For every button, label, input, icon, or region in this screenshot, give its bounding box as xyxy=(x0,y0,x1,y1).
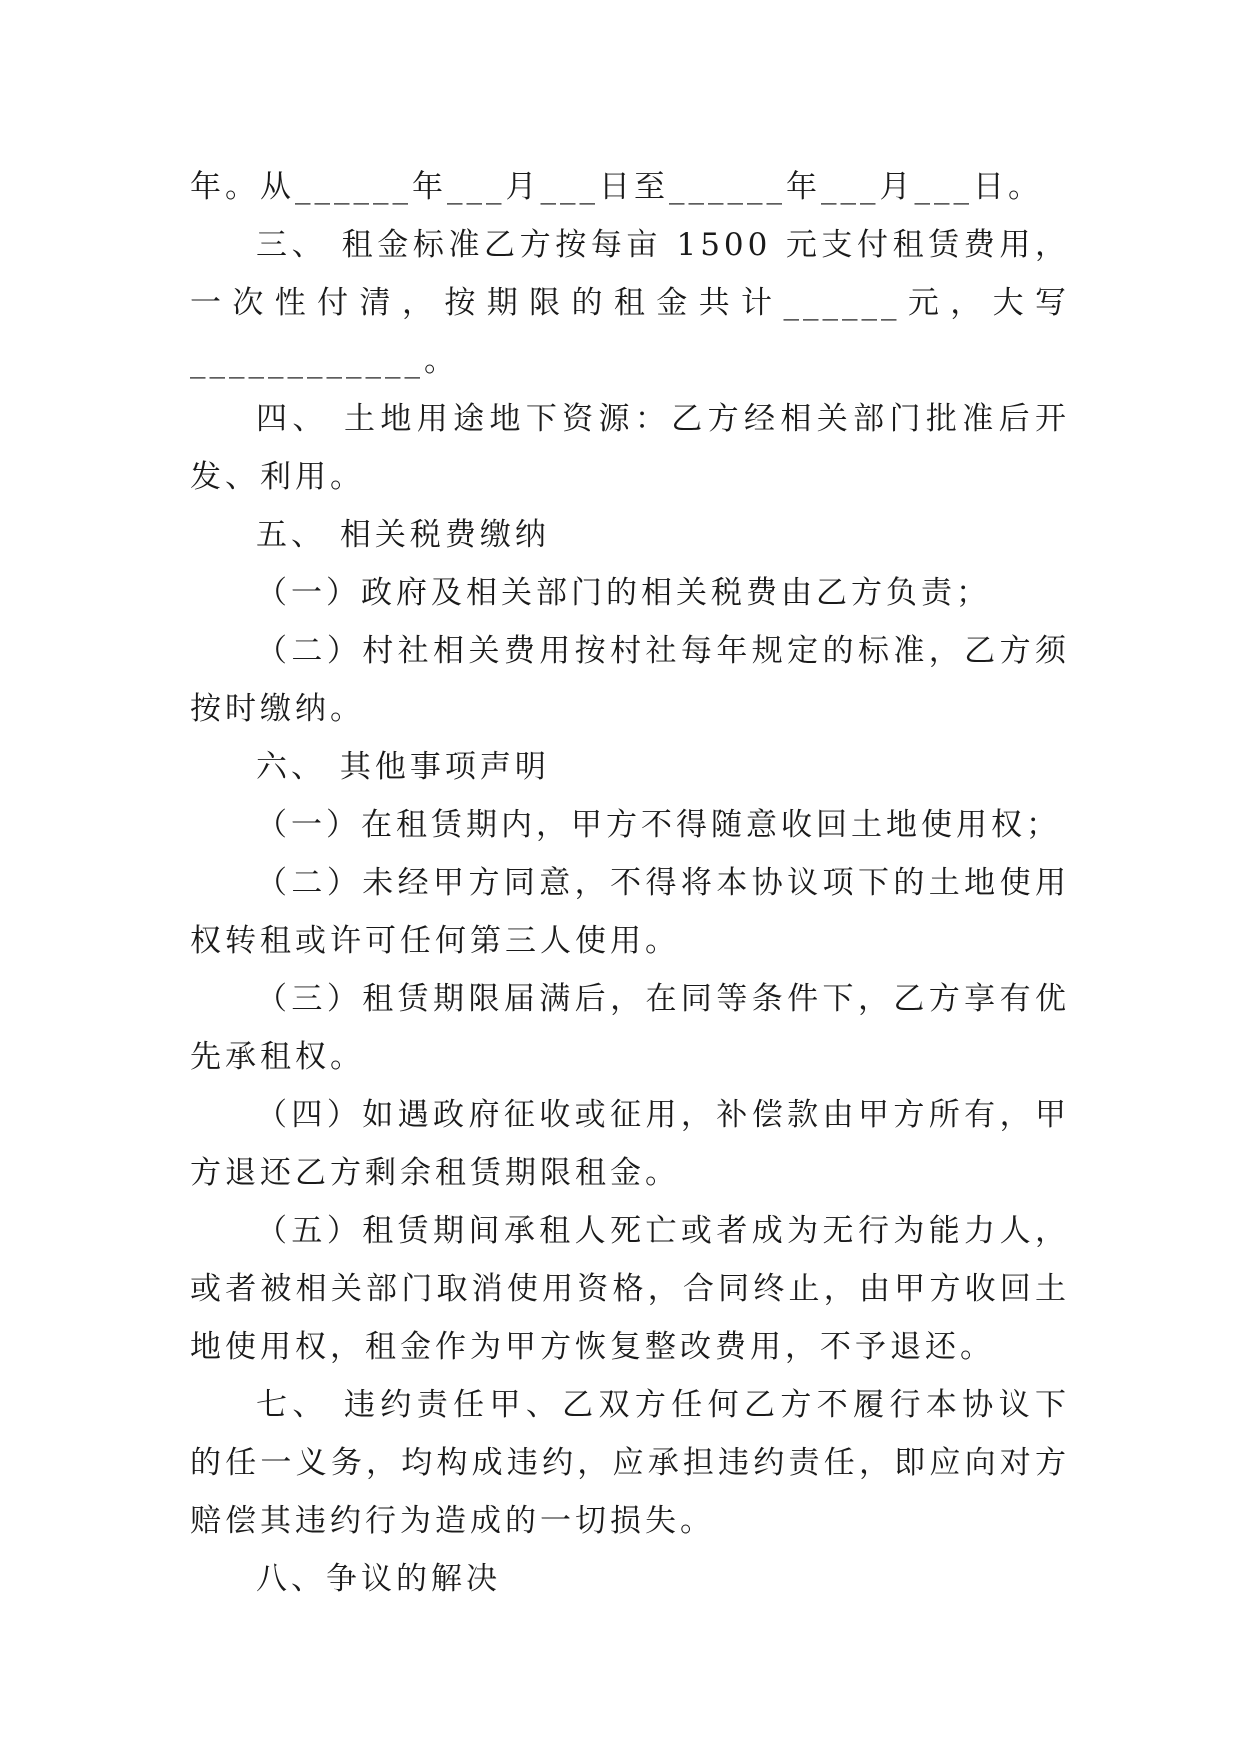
paragraph-other-item-2: （二）未经甲方同意，不得将本协议项下的土地使用权转租或许可任何第三人使用。 xyxy=(190,865,1070,959)
heading-dispute-resolution: 八、争议的解决 xyxy=(256,1561,501,1597)
heading-taxes: 五、 相关税费缴纳 xyxy=(256,517,550,553)
paragraph-other-item-3: （三）租赁期限届满后，在同等条件下，乙方享有优先承租权。 xyxy=(190,981,1070,1075)
paragraph-term-dates: 年。从______年___月___日至______年___月___日。 xyxy=(190,169,1043,205)
paragraph-tax-item-2: （二）村社相关费用按村社每年规定的标准，乙方须按时缴纳。 xyxy=(190,633,1070,727)
paragraph-breach-liability: 七、 违约责任甲、乙双方任何乙方不履行本协议下的任一义务，均构成违约，应承担违约责任，即应向对方赔偿其违约行为造成的一切损失。 xyxy=(190,1387,1070,1539)
paragraph-other-item-4: （四）如遇政府征收或征用，补偿款由甲方所有，甲方退还乙方剩余租赁期限租金。 xyxy=(190,1097,1070,1191)
paragraph-tax-item-1: （一）政府及相关部门的相关税费由乙方负责； xyxy=(256,575,991,611)
paragraph-other-item-5: （五）租赁期间承租人死亡或者成为无行为能力人，或者被相关部门取消使用资格，合同终止，由甲方收回土地使用权，租金作为甲方恢复整改费用，不予退还。 xyxy=(190,1213,1070,1365)
paragraph-rent-standard: 三、 租金标准乙方按每亩 1500 元支付租赁费用，一次性付清，按期限的租金共计______元，大写____________。 xyxy=(190,227,1070,379)
paragraph-land-use: 四、 土地用途地下资源：乙方经相关部门批准后开发、利用。 xyxy=(190,401,1070,495)
document-body xyxy=(190,158,1070,1608)
heading-other-matters: 六、 其他事项声明 xyxy=(256,749,550,785)
paragraph-other-item-1: （一）在租赁期内，甲方不得随意收回土地使用权； xyxy=(256,807,1061,843)
